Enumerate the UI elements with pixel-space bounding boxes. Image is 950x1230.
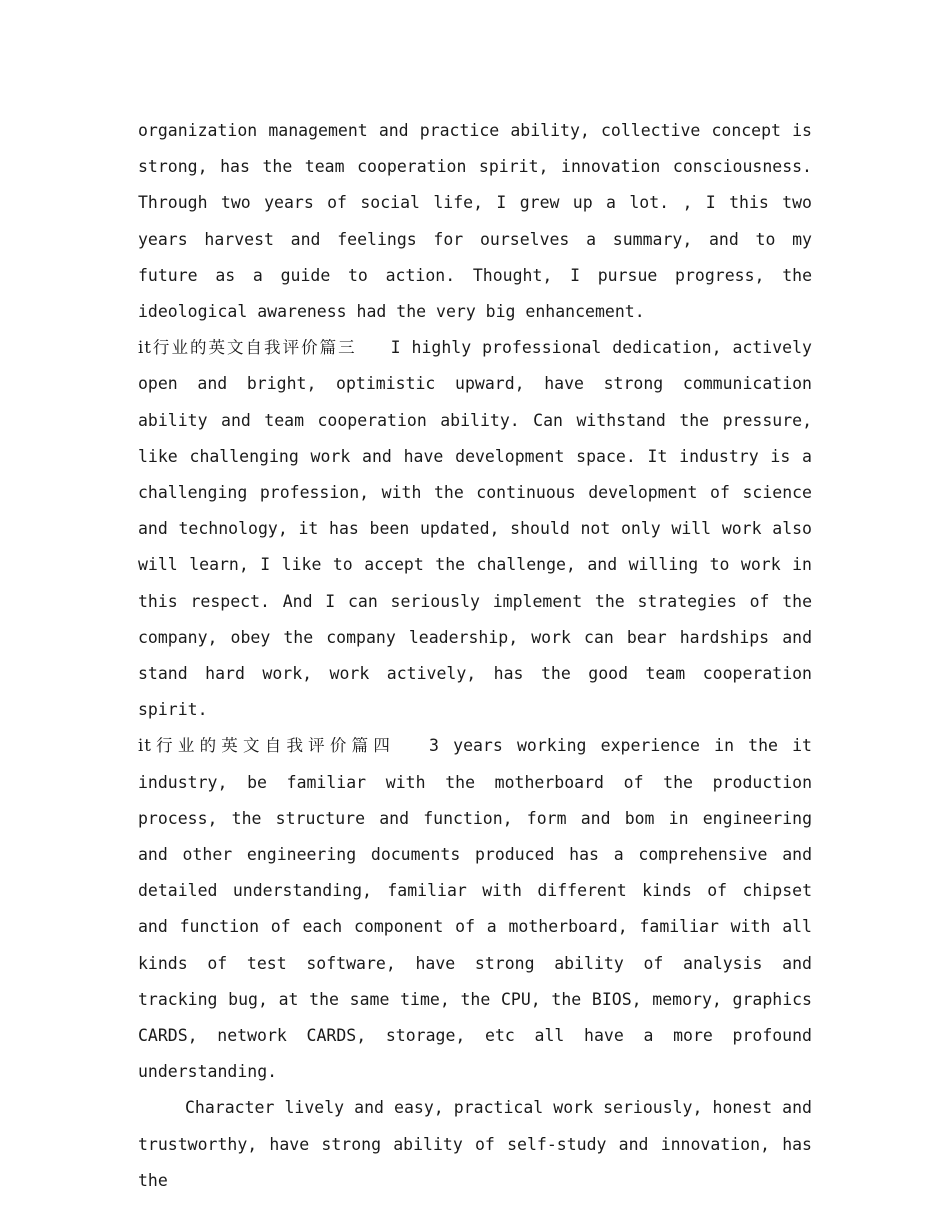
section-4-heading: it行业的英文自我评价篇四 bbox=[138, 736, 396, 756]
document-body bbox=[138, 113, 812, 1199]
section-3-body: I highly professional dedication, actively open and bright, optimistic upward, have strong communication ability and team cooperation ability. Can withstand the pressure, like challenging work and have development space. It industry is a challenging profession, with the continuous development of science and technology, it has been updated, should not only will work also will learn, I like to accept the challenge, and willing to work in this respect. And I can seriously implement the strategies of the company, obey the company leadership, work can bear hardships and stand hard work, work actively, has the good team cooperation spirit. bbox=[138, 338, 812, 720]
paragraph-intro-text: organization management and practice ability, collective concept is strong, has the team cooperation spirit, innovation consciousness. Through two years of social life, I grew up a lot. , I this two years harvest and feelings for ourselves a summary, and to my future as a guide to action. Thought, I pursue progress, the ideological awareness had the very big enhancement. bbox=[138, 121, 812, 322]
section-4-body: 3 years working experience in the it industry, be familiar with the motherboard of the production process, the structure and function, form and bom in engineering and other engineering documents produced has a comprehensive and detailed understanding, familiar with different kinds of chipset and function of each component of a motherboard, familiar with all kinds of test software, have strong ability of analysis and tracking bug, at the same time, the CPU, the BIOS, memory, graphics CARDS, network CARDS, storage, etc all have a more profound understanding. bbox=[138, 736, 812, 1082]
section-3 bbox=[138, 330, 812, 728]
section-3-heading: it行业的英文自我评价篇三 bbox=[138, 338, 357, 358]
paragraph-last bbox=[138, 1090, 812, 1199]
paragraph-last-text: Character lively and easy, practical work seriously, honest and trustworthy, have strong ability of self-study and innovation, has the bbox=[138, 1098, 812, 1190]
section-4 bbox=[138, 728, 812, 1090]
paragraph-intro bbox=[138, 113, 812, 330]
